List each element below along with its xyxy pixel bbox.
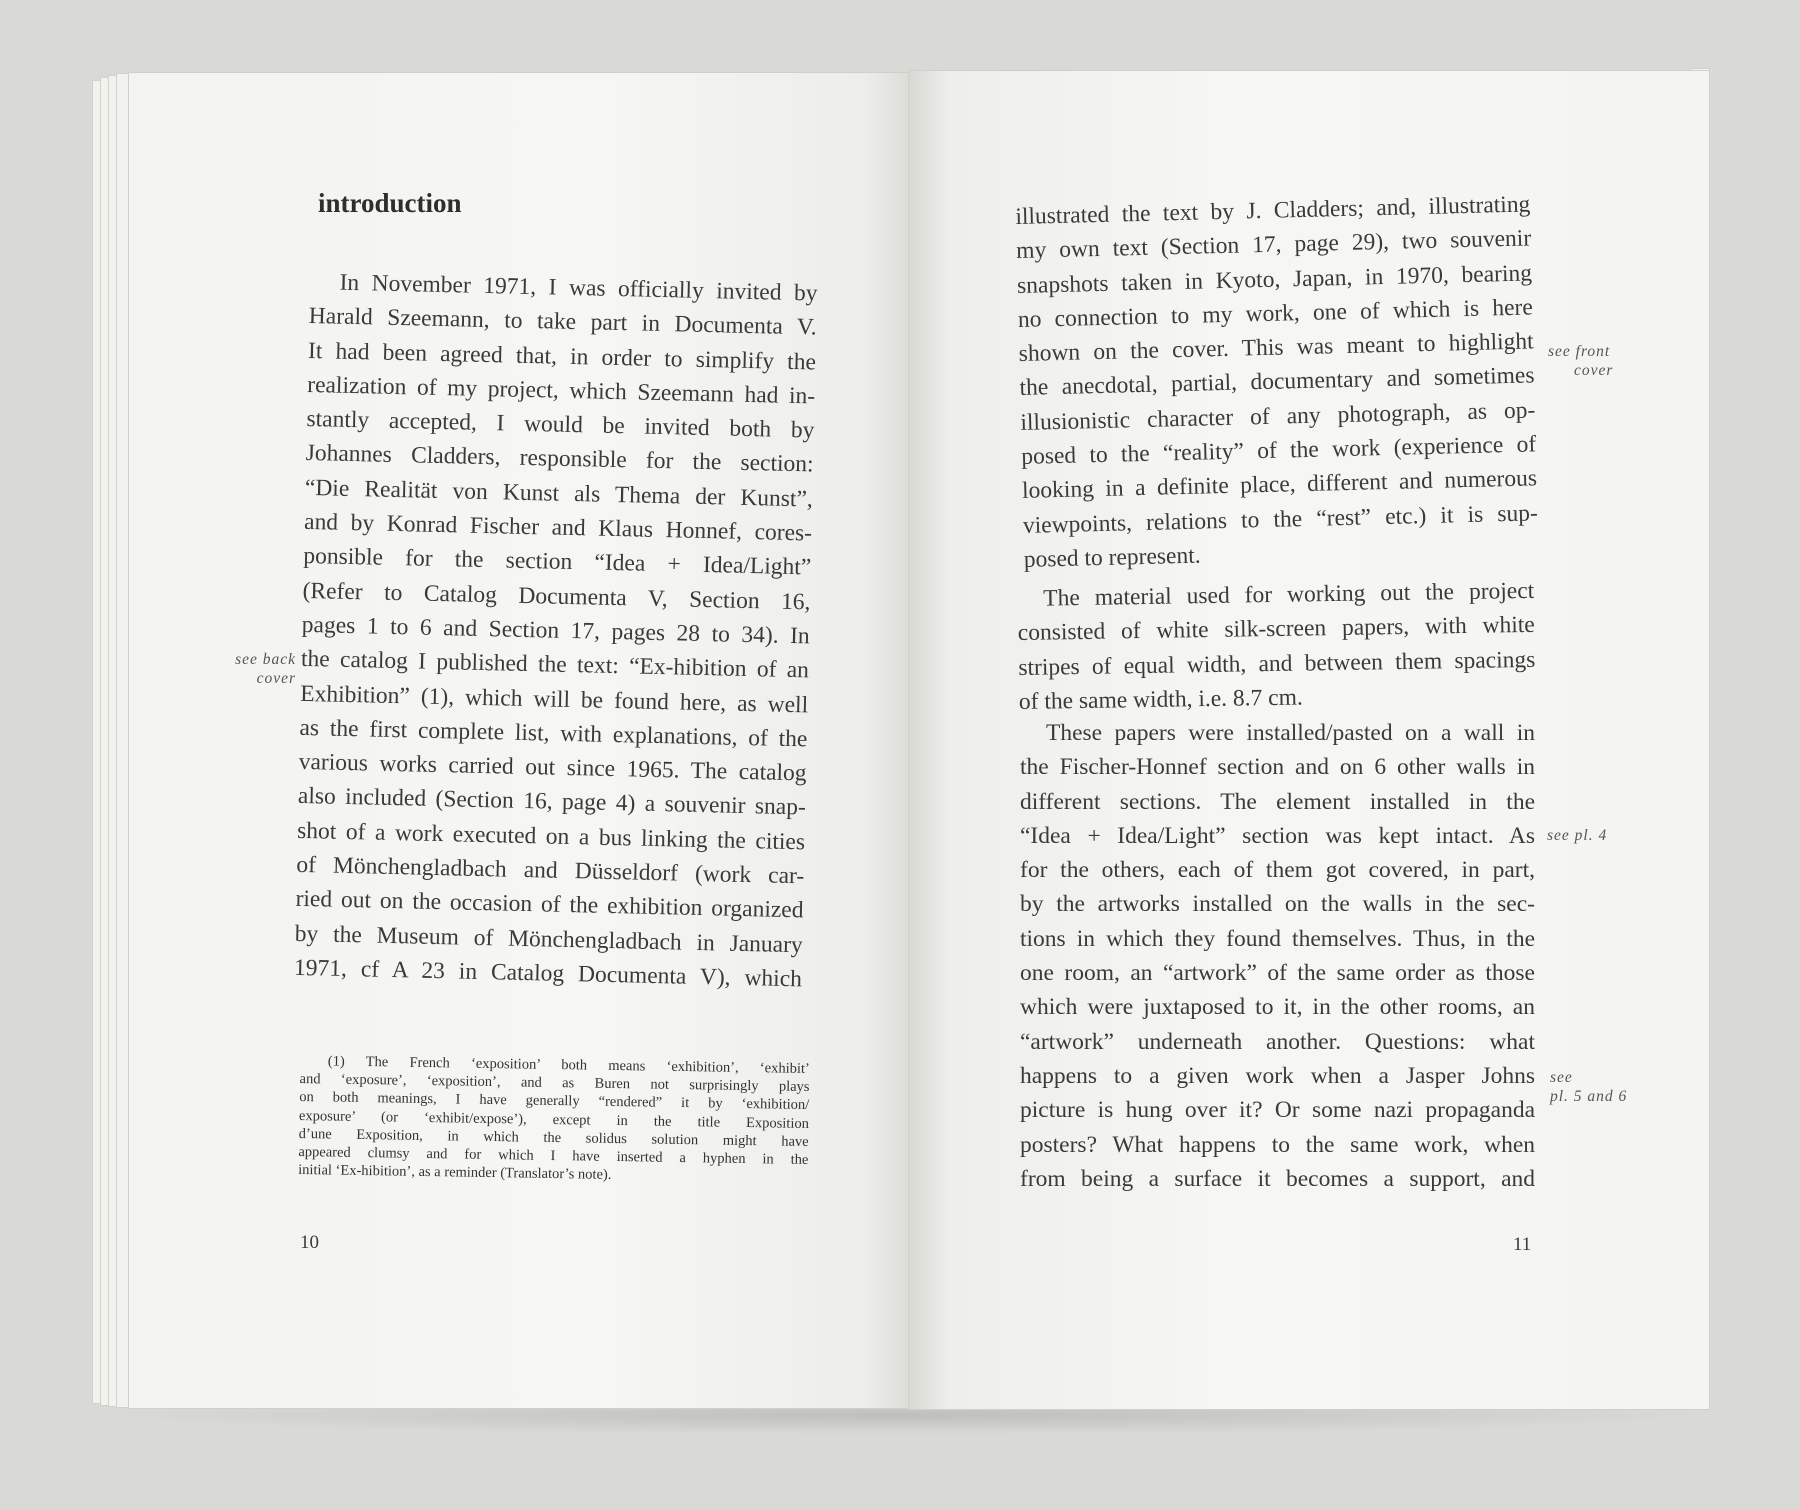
text-line: “Die Realität von Kunst als Thema der Kunst”, xyxy=(304,474,814,513)
section-heading: introduction xyxy=(318,188,462,218)
margin-note-line: see front xyxy=(1548,343,1611,360)
text-line: illustrated the text by J. Cladders; and, illustrating xyxy=(1015,191,1531,230)
margin-note-line: cover xyxy=(256,670,296,687)
text-line: 1971, cf A 23 in Catalog Documenta V), which xyxy=(293,954,803,993)
text-line: my own text (Section 17, page 29), two souvenir xyxy=(1015,225,1532,265)
margin-note-line: cover xyxy=(1574,362,1614,379)
margin-note-back-cover xyxy=(226,650,296,688)
right-body-text-paragraph-1 xyxy=(1015,187,1539,577)
text-line: happens to a given work when a Jasper Johns xyxy=(1020,1062,1535,1089)
text-line: and by Konrad Fischer and Klaus Honnef, cores- xyxy=(303,509,813,547)
text-line: various works carried out since 1965. The catalog xyxy=(298,749,807,787)
text-line: snapshots taken in Kyoto, Japan, in 1970, bearing xyxy=(1016,259,1533,299)
text-line: no connection to my work, one of which is here xyxy=(1017,294,1534,333)
text-line: ried out on the occasion of the exhibition organized xyxy=(295,886,804,924)
margin-note-pl5-6 xyxy=(1550,1068,1627,1106)
text-line: also included (Section 16, page 4) a souvenir snap- xyxy=(297,783,807,821)
text-line: shown on the cover. This was meant to highlight xyxy=(1018,328,1534,368)
text-line: “artwork” underneath another. Questions: what xyxy=(1020,1028,1535,1055)
text-line: one room, an “artwork” of the same order as those xyxy=(1020,960,1535,987)
text-line: ponsible for the section “Idea + Idea/Light” xyxy=(303,543,812,581)
text-line: of Mönchengladbach and Düsseldorf (work car- xyxy=(296,851,805,890)
footnote-line: and ‘exposure’, ‘exposition’, and as Buren not surprisingly plays xyxy=(299,1071,810,1096)
footnote-line: exposure’ (or ‘exhibit/expose’), except in the title Exposition xyxy=(298,1107,810,1132)
text-line: picture is hung over it? Or some nazi propaganda xyxy=(1020,1097,1535,1124)
text-line: which were juxtaposed to it, in the other rooms, an xyxy=(1020,994,1535,1021)
text-line: viewpoints, relations to the “rest” etc.) it is sup- xyxy=(1022,499,1539,539)
text-line: Johannes Cladders, responsible for the section: xyxy=(305,440,814,478)
text-line: It had been agreed that, in order to simplify the xyxy=(307,337,817,376)
text-line: The material used for working out the project xyxy=(1043,577,1535,612)
margin-note-line: pl. 5 and 6 xyxy=(1550,1088,1628,1105)
text-line: posed to represent. xyxy=(1023,542,1201,573)
text-line: posed to the “reality” of the work (experience of xyxy=(1020,431,1537,470)
text-line: by the artworks installed on the walls in the sec- xyxy=(1020,891,1535,918)
right-body-text-paragraph-3 xyxy=(1020,716,1535,1196)
footnote-line: d’une Exposition, in which the solidus solution might have xyxy=(298,1125,809,1150)
text-line: from being a surface it becomes a support, and xyxy=(1020,1165,1535,1192)
margin-note-line: see back xyxy=(235,651,296,668)
page-number-left: 10 xyxy=(300,1232,319,1253)
footnote xyxy=(298,1052,810,1187)
text-line: stripes of equal width, and between them spacings xyxy=(1018,646,1536,681)
text-line: shot of a work executed on a bus linking the cities xyxy=(296,817,806,856)
text-line: pages 1 to 6 and Section 17, pages 28 to 34). In xyxy=(301,611,810,650)
text-line: as the first complete list, with explanations, of the xyxy=(299,714,808,753)
text-line: stantly accepted, I would be invited both by xyxy=(306,406,815,444)
page-number-right: 11 xyxy=(1513,1234,1532,1255)
right-body-text-paragraph-2 xyxy=(1017,574,1536,719)
text-line: (Refer to Catalog Documenta V, Section 16, xyxy=(302,577,811,616)
margin-note-pl4: see pl. 4 xyxy=(1547,827,1608,844)
text-line: “Idea + Idea/Light” section was kept intact. As xyxy=(1020,822,1535,849)
footnote-line: (1) The French ‘exposition’ both means ‘exhibition’, ‘exhibit’ xyxy=(327,1053,810,1078)
text-line: These papers were installed/pasted on a wall in xyxy=(1046,720,1535,746)
text-line: for the others, each of them got covered, in part, xyxy=(1020,857,1535,884)
margin-note-front-cover xyxy=(1548,342,1613,380)
text-line: consisted of white silk-screen papers, with white xyxy=(1017,612,1535,647)
text-line: realization of my project, which Szeemann had in- xyxy=(306,371,816,410)
text-line: illusionistic character of any photograph, as op- xyxy=(1020,397,1536,436)
text-line: posters? What happens to the same work, when xyxy=(1020,1131,1535,1158)
text-line: the catalog I published the text: “Ex-hibition of an xyxy=(300,646,810,684)
footnote-line: appeared clumsy and for which I have inserted a hyphen in the xyxy=(298,1143,809,1168)
text-line: In November 1971, I was officially invited by xyxy=(339,269,818,307)
text-line: different sections. The element installed in the xyxy=(1020,788,1535,815)
text-line: tions in which they found themselves. Thus, in the xyxy=(1020,925,1535,952)
text-line: the anecdotal, partial, documentary and sometimes xyxy=(1019,362,1535,402)
footnote-line: on both meanings, I have generally “rendered” it by ‘exhibition/ xyxy=(299,1089,810,1114)
footnote-line: initial ‘Ex-hibition’, as a reminder (Translator’s note). xyxy=(298,1162,612,1184)
text-line: Harald Szeemann, to take part in Documenta V. xyxy=(308,303,818,341)
text-line: by the Museum of Mönchengladbach in January xyxy=(294,920,803,958)
text-line: the Fischer-Honnef section and on 6 other walls in xyxy=(1020,754,1535,781)
text-line: Exhibition” (1), which will be found here, as well xyxy=(299,680,809,718)
margin-note-line: see xyxy=(1550,1069,1573,1086)
left-body-text xyxy=(294,265,818,997)
text-line: of the same width, i.e. 8.7 cm. xyxy=(1018,684,1303,715)
text-line: looking in a definite place, different and numerous xyxy=(1021,465,1538,505)
